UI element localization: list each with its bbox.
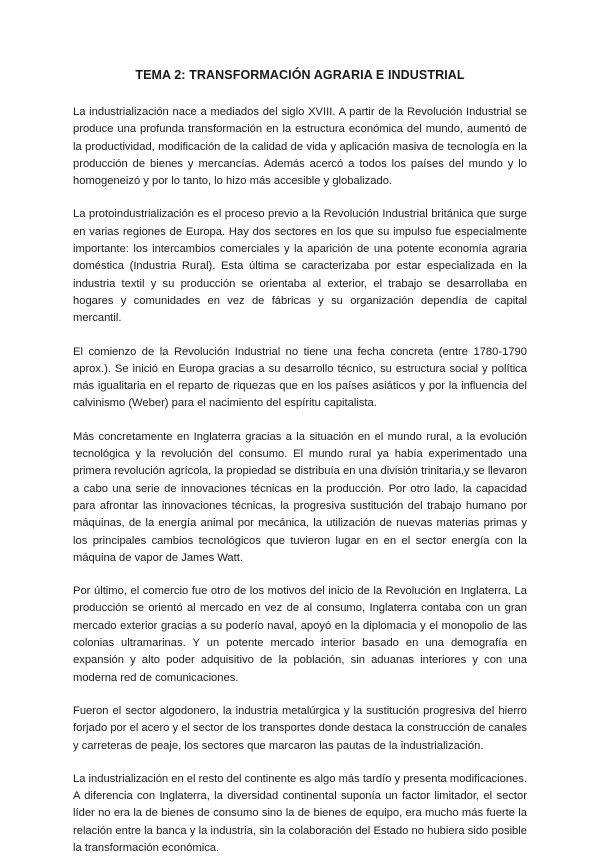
document-title: TEMA 2: TRANSFORMACIÓN AGRARIA E INDUSTRIAL	[135, 68, 465, 82]
paragraph-6: Fueron el sector algodonero, la industria metalúrgica y la sustitución progresiva del hierro forjado por el acero y el sector de los transportes donde destaca la construcción de canales y carreteras de peaje, los sectores que marcaron las pautas de la industrialización.	[73, 704, 527, 752]
paragraph-7: La industrialización en el resto del continente es algo más tardío y presenta modificaciones. A diferencia con Inglaterra, la diversidad continental suponía un factor limitador, el sector líder no era la de bienes de consumo sino la de bienes de equipo, era mucho más fuerte la relación entre la banca y la industria, sin la colaboración del Estado no hubiera sido posible la transformación económica.	[73, 772, 527, 854]
paragraph-1: La industrialización nace a mediados del siglo XVIII. A partir de la Revolución Industrial se produce una profunda transformación en la estructura económica del mundo, aumentó de la productividad, modificación de la calidad de vida y aplicación masiva de tecnología en la producción de bienes y mercancías. Además acercó a todos los países del mundo y lo homogeneizó y por lo tanto, lo hizo más accesible y globalizado.	[73, 106, 527, 188]
paragraph-4: Más concretamente en Inglaterra gracias a la situación en el mundo rural, a la evolución tecnológica y la revolución del consumo. El mundo rural ya había experimentado una primera revolución agrícola, la propiedad se distribuía en una división trinitaria,y se llevaron a cabo una serie de innovaciones técnicas en la producción. Por otro lado, la capacidad para afrontar las innovaciones técnicas, la progresiva sustitución del trabajo humano por máquinas, de la energía animal por mecánica, la utilización de nuevas materias primas y los principales cambios tecnológicos que tuvieron lugar en en el sector energía con la máquina de vapor de James Watt.	[73, 430, 527, 564]
paragraph-2: La protoindustrialización es el proceso previo a la Revolución Industrial británica que surge en varias regiones de Europa. Hay dos sectores en los que su impulso fue especialmente importante: los intercambios comerciales y la aparición de una potente economía agraria doméstica (Industria Rural). Esta última se caracterizaba por estar especializada en la industria textil y su producción se orientaba al exterior, el trabajo se desarrollaba en hogares y comunidades en vez de fábricas y su organización dependía de capital mercantil.	[73, 208, 527, 325]
paragraph-3: El comienzo de la Revolución Industrial no tiene una fecha concreta (entre 1780-1790 aprox.). Se inició en Europa gracias a su desarrollo técnico, su estructura social y política más igualitaria en el reparto de riquezas que en los países asiáticos y por la influencia del calvinismo (Weber) para el nacimiento del espíritu capitalista.	[73, 345, 527, 410]
paragraph-5: Por último, el comercio fue otro de los motivos del inicio de la Revolución en Inglaterra. La producción se orientó al mercado en vez de al consumo, Inglaterra contaba con un gran mercado exterior gracias a su poderío naval, apoyó en la diplomacia y el monopolio de las colonias ultramarinas. Y un potente mercado interior basado en una demografía en expansión y alto poder adquisitivo de la población, sin aduanas interiores y con una moderna red de comunicaciones.	[73, 585, 527, 684]
